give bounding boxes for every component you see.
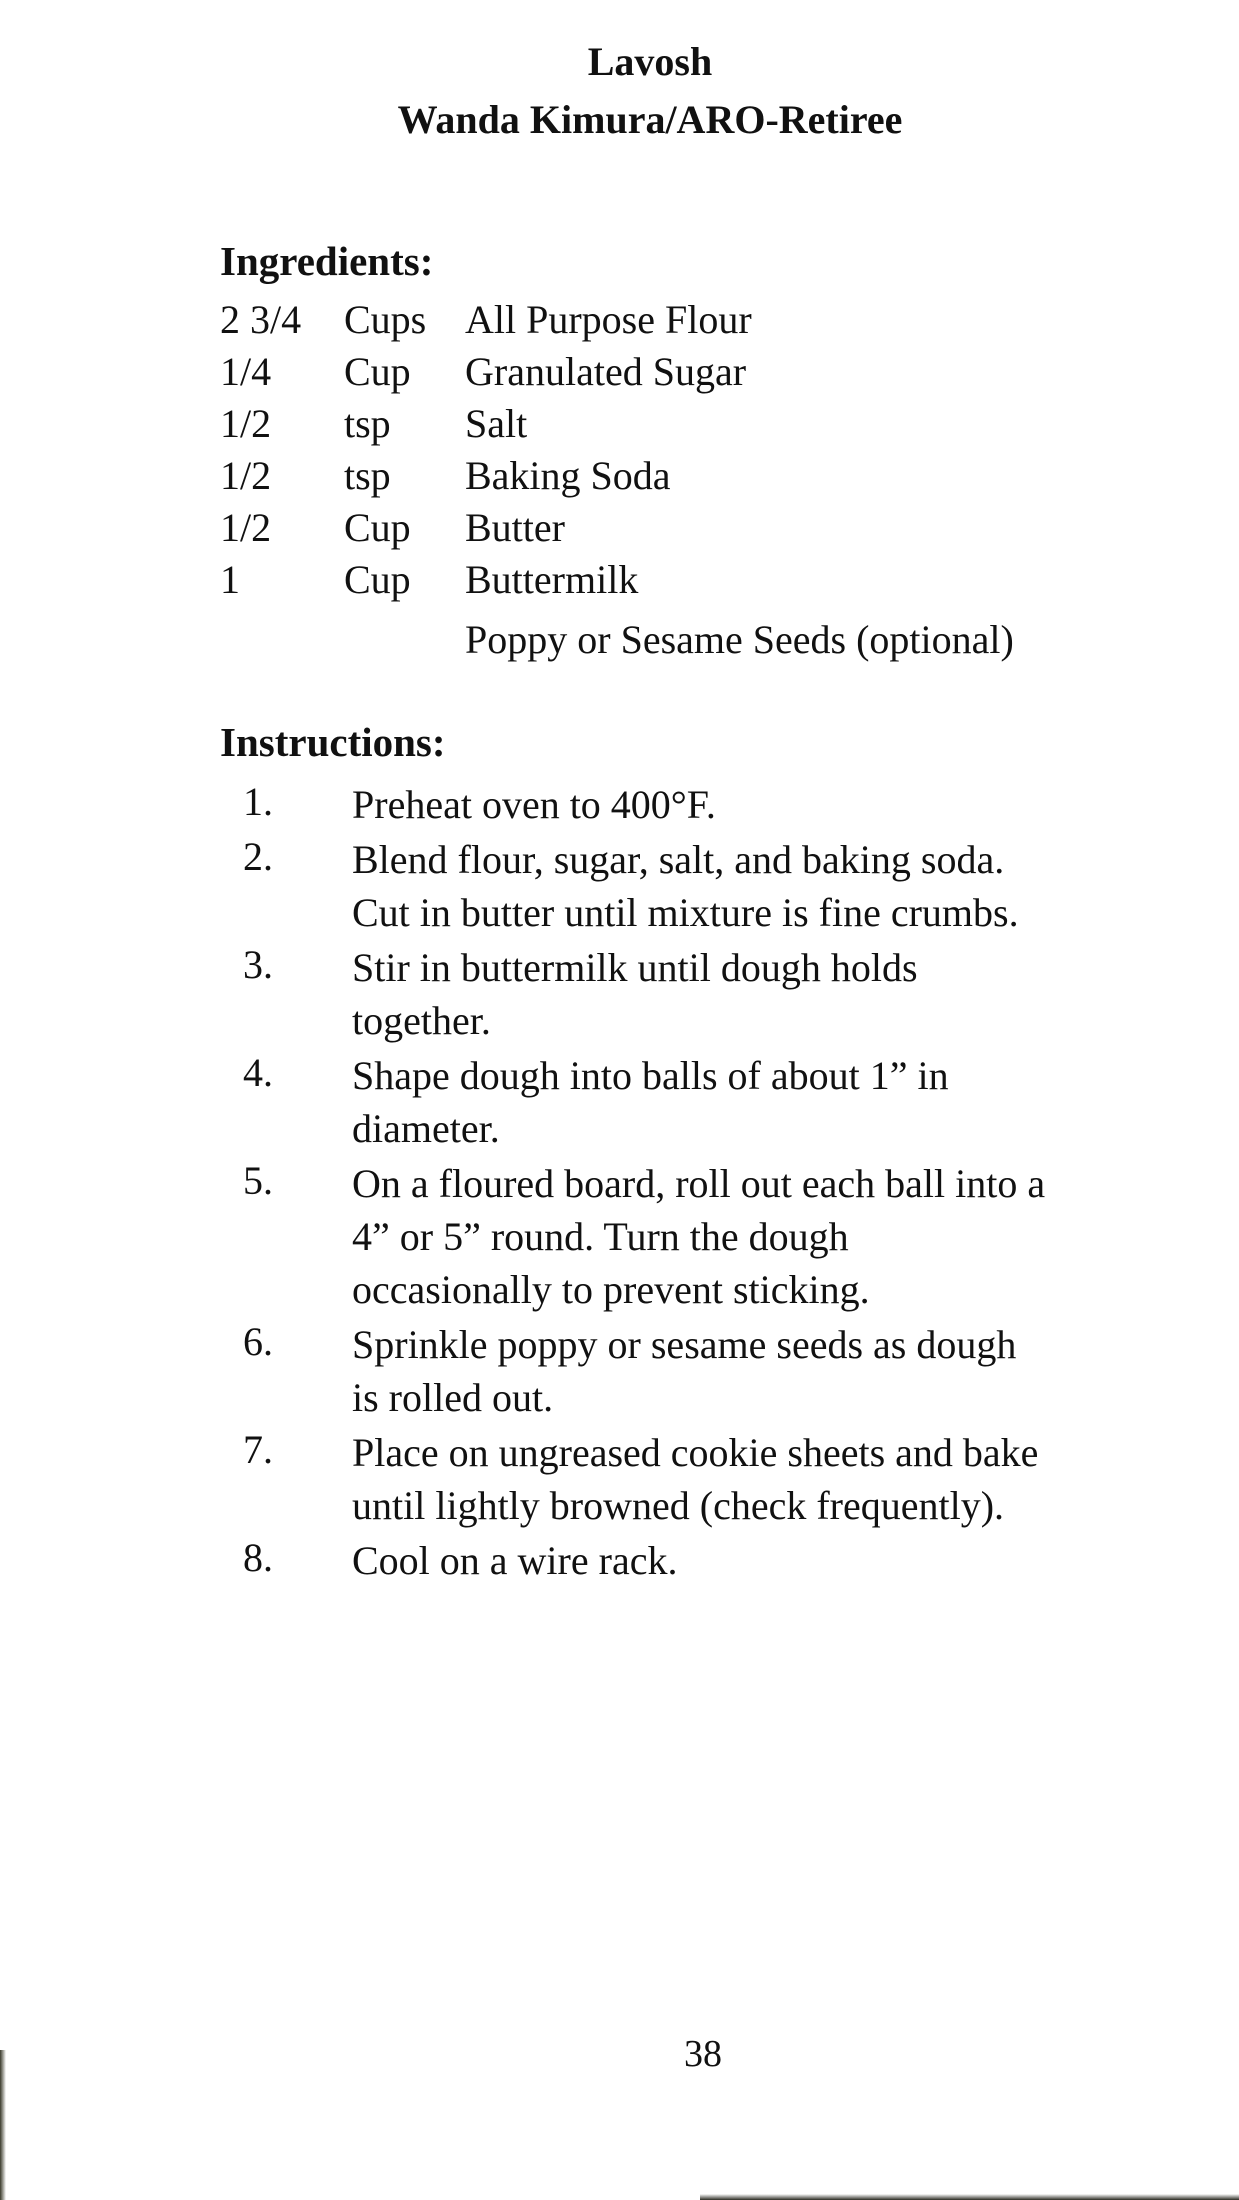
ingredient-unit: Cup	[344, 505, 411, 550]
step-text: Place on ungreased cookie sheets and bake until lightly browned (check frequently).	[352, 1430, 1039, 1528]
instruction-step	[220, 941, 1120, 1047]
page-edge-shadow-bottom	[700, 2194, 1239, 2200]
step-text: Preheat oven to 400°F.	[352, 782, 716, 827]
ingredient-qty: 1	[220, 557, 240, 602]
instruction-step	[220, 1426, 1120, 1532]
ingredient-name: All Purpose Flour	[465, 297, 752, 342]
step-text: Sprinkle poppy or sesame seeds as dough is rolled out.	[352, 1322, 1017, 1420]
step-number: 4.	[243, 1050, 273, 1095]
ingredient-row	[220, 452, 1120, 504]
ingredient-name: Poppy or Sesame Seeds (optional)	[465, 617, 1014, 662]
ingredient-unit: Cup	[344, 557, 411, 602]
step-text: Stir in buttermilk until dough holds together.	[352, 945, 918, 1043]
recipe-author: Wanda Kimura/ARO-Retiree	[397, 97, 903, 142]
ingredient-name: Buttermilk	[465, 557, 639, 602]
step-number: 2.	[243, 834, 273, 879]
step-number: 6.	[243, 1319, 273, 1364]
step-text: Shape dough into balls of about 1” in diameter.	[352, 1053, 949, 1151]
ingredient-name: Salt	[465, 401, 528, 446]
ingredient-qty: 1/2	[220, 401, 272, 446]
ingredient-row	[220, 348, 1120, 400]
ingredient-row	[220, 296, 1120, 348]
step-text: Blend flour, sugar, salt, and baking soda. Cut in butter until mixture is fine crumbs.	[352, 837, 1019, 935]
ingredients-list	[220, 296, 1120, 668]
ingredient-row	[220, 504, 1120, 556]
step-number: 3.	[243, 942, 273, 987]
step-text: Cool on a wire rack.	[352, 1538, 678, 1583]
step-text: On a floured board, roll out each ball into a 4” or 5” round. Turn the dough occasionally to prevent sticking.	[352, 1161, 1046, 1312]
ingredient-row	[220, 400, 1120, 452]
instructions-heading: Instructions:	[220, 719, 446, 765]
step-number: 8.	[243, 1535, 273, 1580]
instruction-step	[220, 1049, 1120, 1155]
ingredient-qty: 1/2	[220, 453, 272, 498]
instructions-list	[220, 778, 1120, 1589]
ingredient-row	[220, 616, 1120, 668]
ingredient-qty: 2 3/4	[220, 297, 302, 342]
ingredient-name: Granulated Sugar	[465, 349, 747, 394]
step-number: 5.	[243, 1158, 273, 1203]
instruction-step	[220, 1157, 1120, 1316]
ingredient-unit: tsp	[344, 401, 391, 446]
step-number: 1.	[243, 779, 273, 824]
ingredient-name: Baking Soda	[465, 453, 671, 498]
ingredient-unit: Cups	[344, 297, 427, 342]
instruction-step	[220, 1318, 1120, 1424]
instruction-step	[220, 778, 1120, 831]
ingredient-unit: Cup	[344, 349, 411, 394]
ingredient-qty: 1/2	[220, 505, 272, 550]
step-number: 7.	[243, 1427, 273, 1472]
ingredients-heading: Ingredients:	[220, 238, 434, 284]
ingredient-qty: 1/4	[220, 349, 272, 394]
instruction-step	[220, 1534, 1120, 1587]
page-number: 38	[684, 2033, 722, 2075]
instruction-step	[220, 833, 1120, 939]
ingredient-name: Butter	[465, 505, 565, 550]
ingredient-unit: tsp	[344, 453, 391, 498]
recipe-title: Lavosh	[587, 39, 713, 84]
ingredient-row	[220, 556, 1120, 616]
